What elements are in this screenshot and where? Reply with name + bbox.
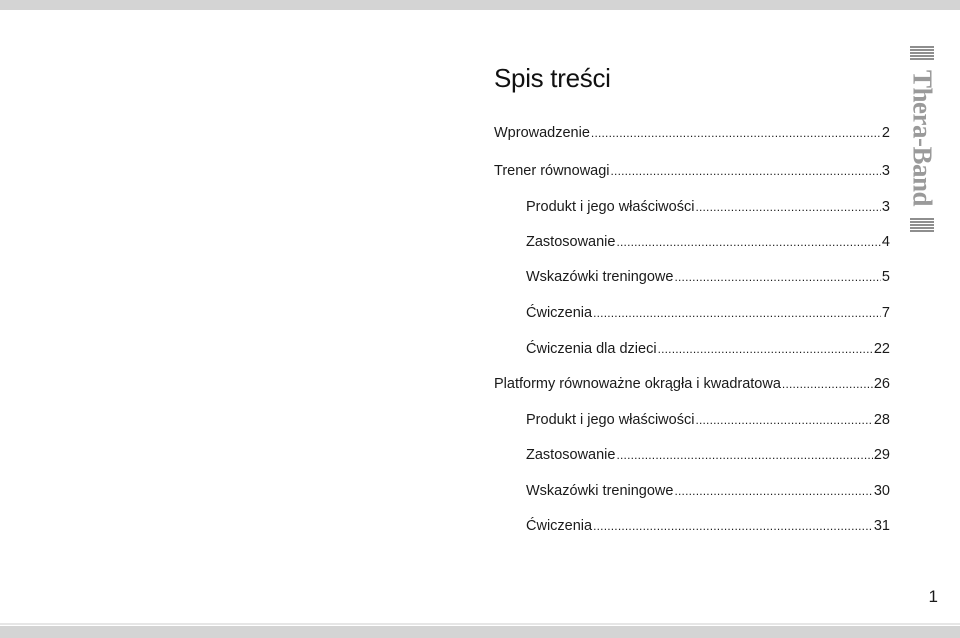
toc-entry-label: Produkt i jego właściwości	[526, 412, 695, 428]
toc-entry-page: 4	[881, 234, 890, 250]
toc-entry-page: 3	[881, 163, 890, 179]
toc-entry-label: Trener równowagi	[494, 163, 610, 179]
toc-entry-label: Wskazówki treningowe	[526, 483, 674, 499]
dot-leader	[674, 480, 872, 502]
toc-entry[interactable]	[494, 373, 890, 395]
dot-leader	[695, 409, 872, 431]
toc-entry[interactable]	[526, 196, 890, 218]
toc-entry[interactable]	[494, 122, 890, 144]
toc-entry-label: Ćwiczenia	[526, 518, 593, 534]
toc-entry[interactable]	[526, 266, 890, 288]
toc-entry-page: 29	[873, 447, 890, 463]
toc-entry[interactable]	[526, 515, 890, 537]
dot-leader	[658, 338, 873, 360]
toc-entry-page: 30	[873, 483, 890, 499]
page-title: Spis treści	[494, 63, 611, 94]
dot-leader	[611, 160, 881, 182]
toc-entry[interactable]	[526, 338, 890, 360]
toc-entry-label: Zastosowanie	[526, 234, 616, 250]
logo-bars-icon	[910, 46, 934, 61]
toc-entry-page: 3	[881, 199, 890, 215]
bottom-divider	[0, 623, 960, 625]
brand-text: Thera-Band	[907, 69, 938, 207]
toc-entry[interactable]	[526, 409, 890, 431]
toc-entry[interactable]	[494, 160, 890, 182]
thera-band-logo	[906, 46, 938, 232]
toc-entry-page: 26	[873, 376, 890, 392]
toc-entry-label: Zastosowanie	[526, 447, 616, 463]
toc-entry-page: 5	[881, 269, 890, 285]
toc-entry-page: 2	[881, 125, 890, 141]
toc-entry-label: Platformy równoważne okrągła i kwadratowa	[494, 376, 781, 392]
dot-leader	[695, 196, 880, 218]
toc-entry[interactable]	[526, 302, 890, 324]
toc-entry[interactable]	[526, 480, 890, 502]
toc-entry-label: Wprowadzenie	[494, 125, 590, 141]
dot-leader	[782, 373, 873, 395]
toc-entry[interactable]	[526, 231, 890, 253]
page-number: 1	[928, 587, 938, 606]
logo-bars-icon	[910, 218, 934, 233]
toc-entry-page: 31	[873, 518, 890, 534]
dot-leader	[674, 266, 880, 288]
toc-entry-label: Produkt i jego właściwości	[526, 199, 695, 215]
toc-entry-page: 22	[873, 341, 890, 357]
toc-entry[interactable]	[526, 444, 890, 466]
dot-leader	[591, 122, 881, 144]
toc-entry-page: 28	[873, 412, 890, 428]
toc-entry-label: Ćwiczenia	[526, 305, 593, 321]
toc-entry-label: Wskazówki treningowe	[526, 269, 674, 285]
bottom-band	[0, 626, 960, 638]
dot-leader	[616, 444, 872, 466]
dot-leader	[593, 302, 881, 324]
dot-leader	[593, 515, 873, 537]
toc-entry-page: 7	[881, 305, 890, 321]
dot-leader	[616, 231, 880, 253]
toc-entry-label: Ćwiczenia dla dzieci	[526, 341, 657, 357]
